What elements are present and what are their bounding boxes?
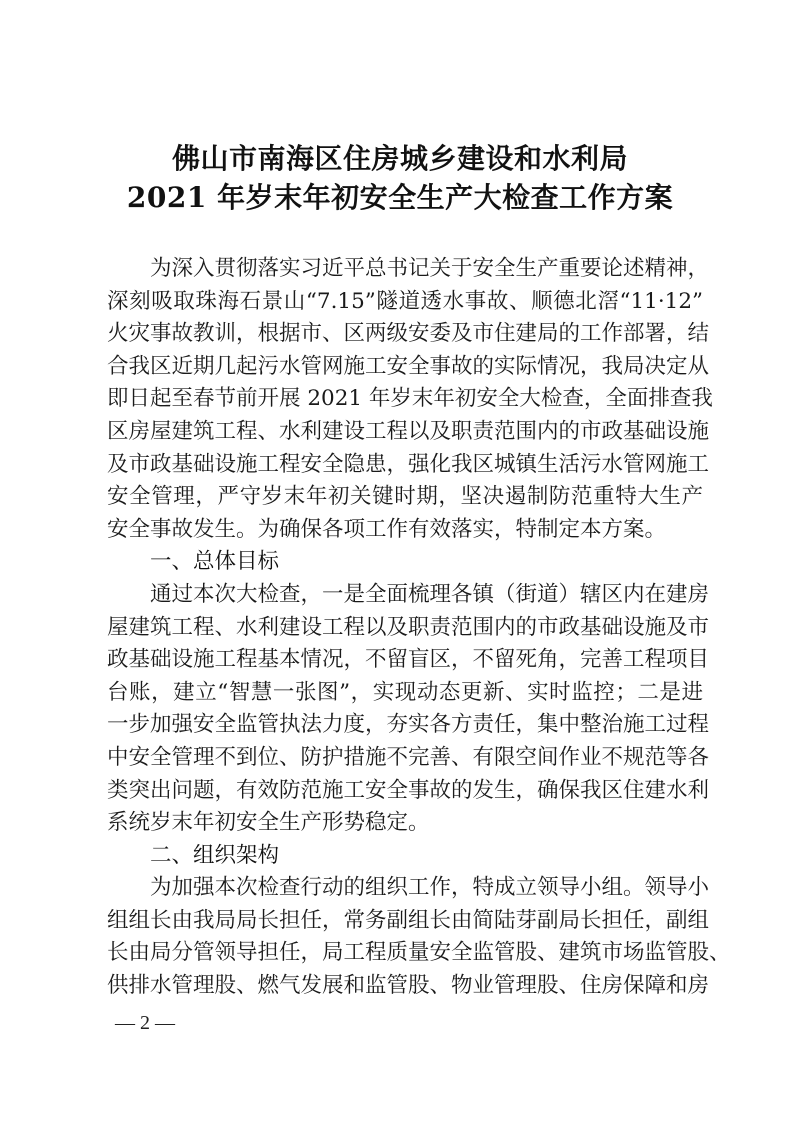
intro-line: 即日起至春节前开展 2021 年岁末年初安全大检查，全面排查我 [107,386,713,412]
section1-line: 屋建筑工程、水利建设工程以及职责范围内的市政基础设施及市 [107,614,710,640]
section1-line: 类突出问题，有效防范施工安全事故的发生，确保我区住建水利 [107,777,710,803]
section1-line: 政基础设施工程基本情况，不留盲区，不留死角，完善工程项目 [107,647,710,673]
page-number: — 2 — [115,1012,175,1034]
document-title-line-2: 2021 年岁末年初安全生产大检查工作方案 [126,181,674,214]
section2-line: 组组长由我局局长担任，常务副组长由简陆芽副局长担任，副组 [107,907,710,933]
section1-line: 一步加强安全监管执法力度，夯实各方责任，集中整治施工过程 [107,712,710,738]
document-body [107,253,731,1003]
section1-line: 台账，建立“智慧一张图”，实现动态更新、实时监控；二是进 [107,679,703,705]
section1-line: 系统岁末年初安全生产形势稳定。 [107,810,430,836]
intro-line: 安全事故发生。为确保各项工作有效落实，特制定本方案。 [107,516,667,542]
section-heading-overall-goal: 一、总体目标 [150,549,280,575]
intro-line: 安全管理，严守岁末年初关键时期，坚决遏制防范重特大生产 [107,484,703,510]
section1-line: 中安全管理不到位、防护措施不完善、有限空间作业不规范等各 [107,744,710,770]
section2-line: 长由局分管领导担任，局工程质量安全监管股、建筑市场监管股、 [107,940,731,966]
section1-line: 通过本次大检查，一是全面梳理各镇（街道）辖区内在建房 [150,581,710,607]
intro-line: 及市政基础设施工程安全隐患，强化我区城镇生活污水管网施工 [107,451,710,477]
document-title-line-1: 佛山市南海区住房城乡建设和水利局 [171,142,628,175]
section2-line: 供排水管理股、燃气发展和监管股、物业管理股、住房保障和房 [107,973,710,999]
intro-line: 为深入贯彻落实习近平总书记关于安全生产重要论述精神， [150,256,710,281]
intro-line: 区房屋建筑工程、水利建设工程以及职责范围内的市政基础设施 [107,418,710,444]
section-heading-organization: 二、组织架构 [150,842,280,868]
intro-line: 深刻吸取珠海石景山“7.15”隧道透水事故、顺德北滘“11·12” [107,288,703,314]
intro-line: 火灾事故教训，根据市、区两级安委及市住建局的工作部署，结 [107,321,710,347]
section2-line: 为加强本次检查行动的组织工作，特成立领导小组。领导小 [150,875,710,901]
intro-line: 合我区近期几起污水管网施工安全事故的实际情况，我局决定从 [107,353,710,379]
